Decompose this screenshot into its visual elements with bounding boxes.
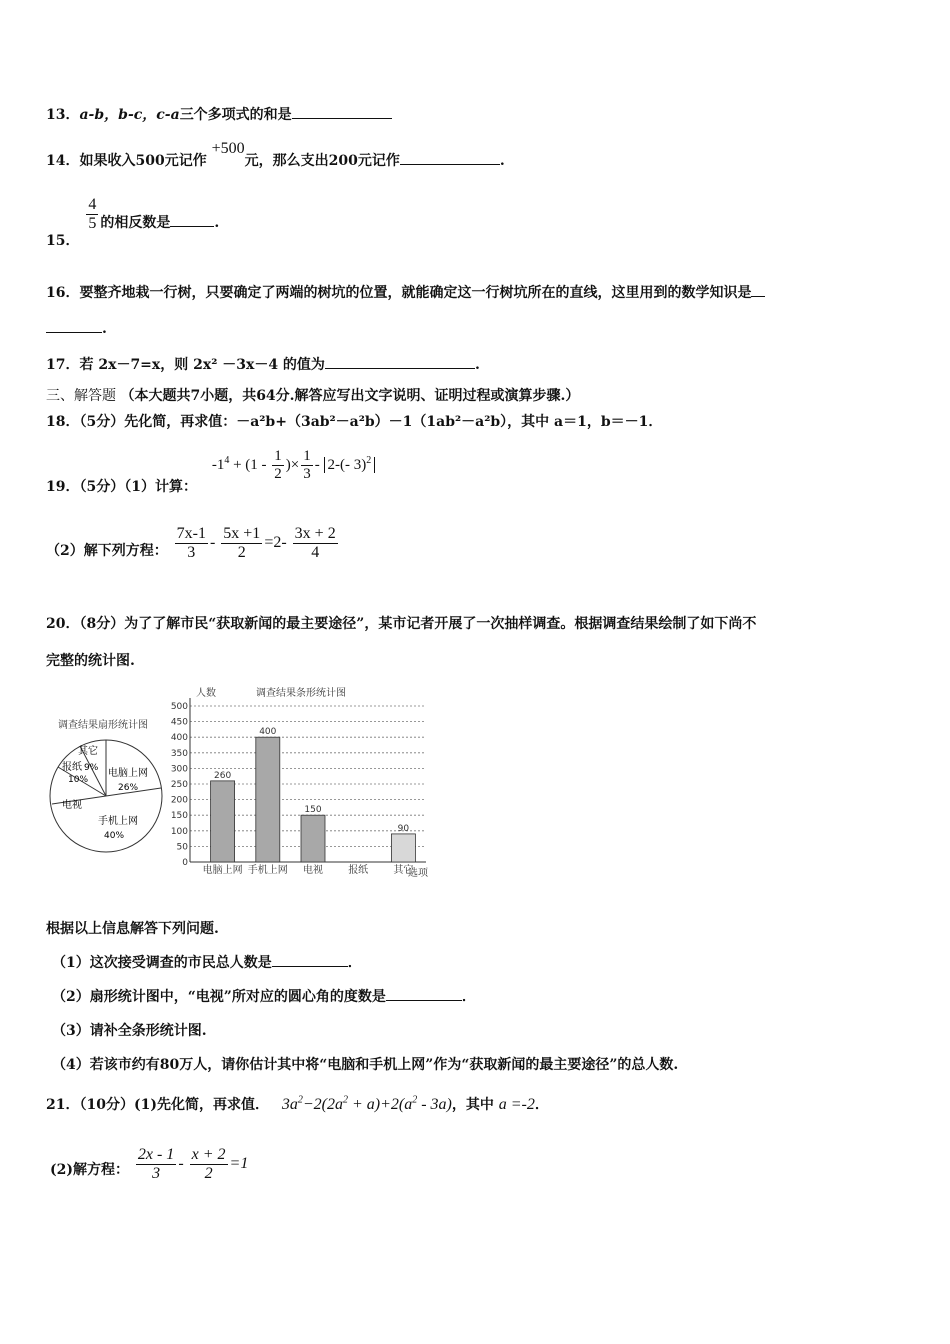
question-19-part1 <box>46 448 375 495</box>
bar-4 <box>391 834 415 862</box>
q20-sub4-text: （4）若该市约有80万人，请你估计其中将“电脑和手机上网”作为“获取新闻的最主要途径”的总人数. <box>52 1057 679 1073</box>
section-3-title: 三、解答题 <box>46 388 116 404</box>
q14-text-pre: 如果收入500元记作 <box>79 153 207 169</box>
q19-frac1-den: 2 <box>274 466 282 482</box>
question-13 <box>46 104 392 124</box>
bar-chart-ylabel: 人数 <box>196 688 216 699</box>
q21-part1-label: （10分）(1)先化简，再求值． <box>79 1097 269 1113</box>
q16-answer-blank-1[interactable] <box>751 282 765 297</box>
bar-chart <box>170 684 436 884</box>
q19-number: 19． <box>46 478 80 495</box>
bar-ytick-label: 150 <box>170 811 188 822</box>
q13-text: 三个多项式的和是 <box>179 107 292 123</box>
q15-frac-num: 4 <box>88 196 97 213</box>
pie-label-computer: 电脑上网 <box>108 768 148 779</box>
question-20-cont <box>46 650 135 670</box>
q16-end: . <box>102 321 107 337</box>
question-16 <box>46 282 765 302</box>
bar-ytick-label: 350 <box>170 748 188 759</box>
q13-answer-blank[interactable] <box>292 104 392 119</box>
q19-frac-half <box>272 448 284 483</box>
q19-eq2-f2-den: 2 <box>221 543 262 562</box>
bar-data-label: 260 <box>214 770 232 781</box>
bar-ytick-label: 200 <box>170 795 188 806</box>
bar-ytick-label: 50 <box>176 842 188 853</box>
q13-number: 13． <box>46 107 80 123</box>
q19-equation-2: $\frac{7x-1}{3}$ - $\frac{5x +1}{2}$ =2- $\frac{3x + 2}{4}$ <box>176 525 336 561</box>
pie-pct-computer: 26% <box>118 783 139 793</box>
q19-eq2-f1-den: 3 <box>175 543 208 562</box>
q16-answer-blank-2[interactable] <box>46 318 102 333</box>
q21-f1-num: 2x - 1 <box>137 1146 175 1163</box>
q19-eq2-f3-num: 3x + 2 <box>294 525 336 542</box>
q20-sub1: （1）这次接受调查的市民总人数是 ． <box>52 952 362 972</box>
pie-pct-other: 9% <box>84 763 99 773</box>
bar-ytick-label: 400 <box>170 733 188 744</box>
bar-data-label: 150 <box>304 805 322 816</box>
q17-answer-blank[interactable] <box>325 354 475 369</box>
q17-text: 若 2x－7=x，则 2x² －3x－4 的值为 <box>79 357 325 373</box>
q16-text: 要整齐地栽一行树，只要确定了两端的树坑的位置，就能确定这一行树坑所在的直线，这里用到的数学知识是 <box>79 285 752 301</box>
q20-sub2: （2）扇形统计图中，“电视”所对应的圆心角的度数是 ． <box>52 986 476 1006</box>
q18-text: （5分）先化简，再求值：－a²b+（3ab²－a²b）－1（1ab²－a²b），其中 a＝1，b＝－1． <box>79 414 663 430</box>
q19-eq2-f2-num: 5x +1 <box>223 525 261 542</box>
q21-end: ． <box>534 1097 549 1113</box>
pie-chart <box>46 712 176 882</box>
q20-sub2-text: （2）扇形统计图中，“电视”所对应的圆心角的度数是 <box>52 989 386 1005</box>
section-3-heading <box>46 385 579 405</box>
q15-fraction <box>86 196 98 233</box>
q20-sub4 <box>52 1054 678 1074</box>
q20-sub3-text: （3）请补全条形统计图. <box>52 1023 207 1039</box>
q20-line1: （8分）为了了解市民“获取新闻的最主要途径”，某市记者开展了一次抽样调查。根据调查结果绘制了如下尚不 <box>79 616 757 632</box>
q19-eq2-f3-den: 4 <box>293 543 338 562</box>
q20-number: 20． <box>46 616 80 632</box>
q21-f2-den: 2 <box>190 1164 228 1183</box>
q17-number: 17． <box>46 357 80 373</box>
q21-expression: $3a^2-2(2a^2 + a)+2(a^2 - 3a)$ <box>281 1094 452 1113</box>
pie-label-tv: 电视 <box>62 800 82 811</box>
q19-frac1-num: 1 <box>274 448 282 464</box>
bar-ytick-label: 100 <box>170 826 188 837</box>
q15-frac-den: 5 <box>88 215 97 232</box>
q21-f2-num: x + 2 <box>191 1146 226 1163</box>
pie-label-other: 其它 <box>78 746 98 757</box>
q20-line2: 完整的统计图. <box>46 653 135 669</box>
q19-part1-label: （5分）（1）计算： <box>79 478 197 495</box>
q19-eq2-frac3 <box>293 525 338 562</box>
q20-sub2-blank[interactable] <box>386 986 462 1001</box>
q21-equation: $\frac{2x - 1}{3}$ - $\frac{x + 2}{2}$ =1 <box>137 1146 249 1182</box>
bar-category-label: 报纸 <box>348 865 369 876</box>
question-21-part2 <box>50 1146 248 1183</box>
q14-end: . <box>499 153 505 169</box>
bar-ytick-label: 500 <box>170 702 188 712</box>
q19-frac2-den: 3 <box>303 466 311 482</box>
question-17 <box>46 354 480 374</box>
q18-number: 18． <box>46 414 80 430</box>
q20-ask-text: 根据以上信息解答下列问题. <box>46 921 219 937</box>
q13-expression: a-b，b-c，c-a <box>79 107 180 123</box>
q19-eq2-f1-num: 7x-1 <box>176 525 206 542</box>
q19-eq2-frac2 <box>221 525 262 562</box>
bar-1 <box>256 737 280 862</box>
bar-category-label: 手机上网 <box>247 865 288 876</box>
question-16-cont <box>46 318 107 337</box>
section-3-desc: （本大题共7小题，共64分.解答应写出文字说明、证明过程或演算步骤.） <box>120 388 580 404</box>
bar-chart-title: 调查结果条形统计图 <box>256 688 346 699</box>
bar-category-label: 电视 <box>303 865 323 876</box>
bar-category-label: 电脑上网 <box>202 865 243 876</box>
q21-frac2 <box>190 1146 228 1183</box>
q20-sub3 <box>52 1020 207 1040</box>
bar-data-label: 400 <box>259 727 277 738</box>
q21-frac1 <box>136 1146 176 1183</box>
bar-chart-xlabel: 选项 <box>408 868 428 879</box>
question-19-part2 <box>46 525 340 562</box>
q15-end: . <box>214 214 220 231</box>
q19-frac2-num: 1 <box>303 448 311 464</box>
bar-ytick-label: 300 <box>170 764 188 775</box>
pie-label-newspaper: 报纸 <box>62 762 82 773</box>
q20-ask <box>46 918 219 938</box>
bar-2 <box>301 815 325 862</box>
q16-number: 16． <box>46 285 80 301</box>
q19-expression-1: $-1^4 + (1$ - $\frac{1}{2}$ )× $\frac{1}{3}$ - 2-(- 3)$^2$ <box>212 457 375 473</box>
bar-category-label: 其它 <box>393 865 414 876</box>
pie-pct-mobile: 40% <box>104 831 125 841</box>
q15-number: 15． <box>46 232 80 249</box>
pie-label-mobile: 手机上网 <box>98 816 138 827</box>
q15-answer-blank[interactable] <box>170 212 214 227</box>
q19-frac-third <box>301 448 313 483</box>
q19-part2-label: （2）解下列方程： <box>46 543 168 560</box>
question-14 <box>46 140 505 170</box>
q21-condition-value: a =-2 <box>498 1096 535 1113</box>
q21-part2-label: (2)解方程： <box>50 1162 129 1179</box>
q20-sub1-text: （1）这次接受调查的市民总人数是 <box>52 955 272 971</box>
question-21-part1 <box>46 1094 549 1114</box>
q14-number: 14． <box>46 153 80 169</box>
q15-text: 的相反数是 <box>100 214 171 231</box>
bar-ytick-label: 450 <box>170 717 188 728</box>
q21-number: 21． <box>46 1097 80 1113</box>
q14-answer-blank[interactable] <box>400 150 500 165</box>
q21-f1-den: 3 <box>136 1164 176 1183</box>
q20-sub1-blank[interactable] <box>272 952 348 967</box>
q19-eq2-frac1 <box>175 525 208 562</box>
question-15 <box>46 196 220 249</box>
q14-value: +500 <box>211 140 245 157</box>
pie-chart-title: 调查结果扇形统计图 <box>58 720 148 731</box>
question-20 <box>46 613 756 633</box>
bar-ytick-label: 250 <box>170 780 188 790</box>
q17-end: . <box>474 357 480 373</box>
bar-data-label: 90 <box>397 823 410 834</box>
bar-ytick-label: 0 <box>182 858 188 868</box>
pie-pct-newspaper: 10% <box>68 775 89 785</box>
question-18 <box>46 411 662 431</box>
bar-0 <box>211 781 235 862</box>
q21-condition: ，其中 <box>451 1097 494 1113</box>
q14-text-post: 元，那么支出200元记作 <box>244 153 400 169</box>
